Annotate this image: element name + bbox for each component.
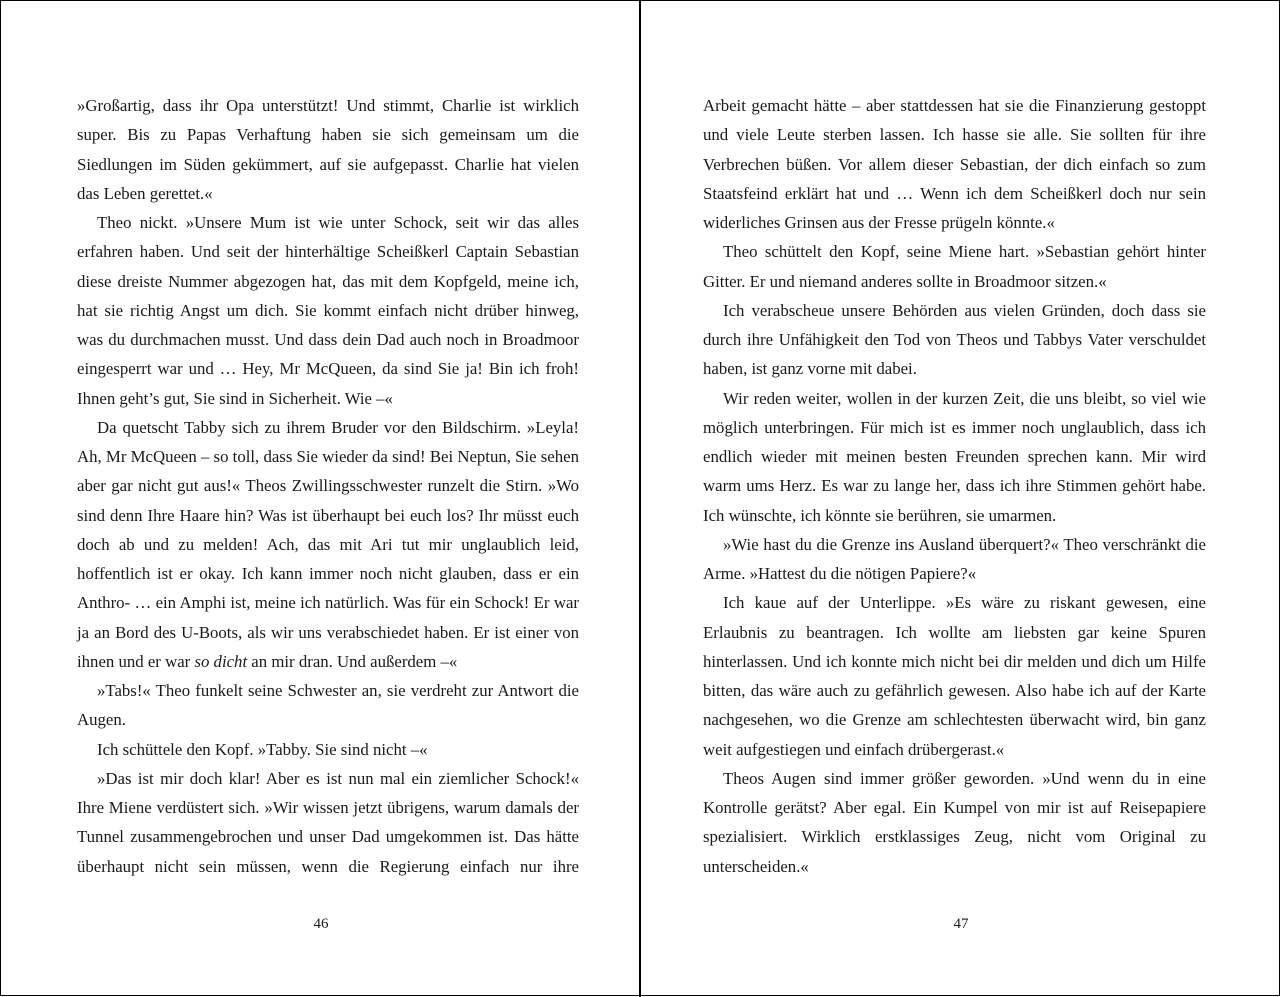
paragraph: »Wie hast du die Grenze ins Ausland überquert?« Theo verschränkt die Arme. »Hattest du die nötigen Papiere?« bbox=[703, 534, 1206, 583]
paragraph: Ich verabscheue unsere Behörden aus vielen Gründen, doch dass sie durch ihre Unfähigkeit den Tod von Theos und Tabbys Vater verschuldet haben, ist ganz vorne mit dabei. bbox=[703, 300, 1206, 379]
page-number: 46 bbox=[313, 916, 329, 932]
right-page-body bbox=[703, 91, 1206, 881]
paragraph: Theo schüttelt den Kopf, seine Miene hart. »Sebastian gehört hinter Gitter. Er und niemand anderes sollte in Broadmoor sitzen.« bbox=[703, 242, 1206, 291]
paragraph: »Großartig, dass ihr Opa unterstützt! Und stimmt, Charlie ist wirklich super. Bis zu Papas Verhaftung haben sie sich gemeinsam um die Siedlungen im Süden gekümmert, auf sie aufgepasst. Charlie hat vielen das Leben gerettet.« bbox=[77, 96, 579, 203]
paragraph: »Tabs!« Theo funkelt seine Schwester an, sie verdreht zur Antwort die Augen. bbox=[77, 681, 579, 730]
paragraph bbox=[77, 413, 579, 676]
paragraph-text-tail: an mir dran. Und außerdem –« bbox=[247, 651, 458, 671]
paragraph: »Das ist mir doch klar! Aber es ist nun mal ein ziemlicher Schock!« Ihre Miene verdüstert sich. »Wir wissen jetzt übrigens, warum damals der Tunnel zusammengebrochen und unser Dad umgekommen ist. Das hätte überhaupt nicht sein müssen, wenn die Regierung einfach nur ihre bbox=[77, 768, 579, 876]
paragraph: Wir reden weiter, wollen in der kurzen Zeit, die uns bleibt, so viel wie möglich unterbringen. Für mich ist es immer noch unglaublich, dass ich endlich wieder mit meinen besten Freunden sprechen kann. Mir wird warm ums Herz. Es war zu lange her, dass ich ihre Stimmen gehört habe. Ich wünschte, ich könnte sie berühren, sie umarmen. bbox=[703, 388, 1206, 525]
paragraph: Theos Augen sind immer größer geworden. »Und wenn du in eine Kontrolle gerätst? Aber egal. Ein Kumpel von mir ist auf Reisepapiere spezialisiert. Wirklich erstklassiges Zeug, nicht vom Original zu unterscheiden.« bbox=[703, 768, 1206, 876]
page-number: 47 bbox=[953, 916, 969, 932]
left-page bbox=[1, 1, 639, 997]
paragraph-text: Da quetscht Tabby sich zu ihrem Bruder vor den Bildschirm. »Leyla! Ah, Mr McQueen – so toll, dass Sie wieder da sind! Bei Neptun, Sie sehen aber gar nicht gut aus!« Theos Zwillingsschwester runzelt die Stirn. »Wo sind denn Ihre Haare hin? Was ist überhaupt bei euch los? Ihr müsst euch doch ab und zu melden! Ach, das mit Ari tut mir unglaublich leid, hoffentlich ist er okay. Ich kann immer noch nicht glauben, dass er ein Anthro- … ein Amphi ist, meine ich natürlich. Was für ein Schock! Er war ja an Bord des U-Boots, als wir uns verabschiedet haben. Er ist einer von ihnen und er war bbox=[77, 417, 579, 671]
paragraph: Arbeit gemacht hätte – aber stattdessen hat sie die Finanzierung gestoppt und viele Leute sterben lassen. Ich hasse sie alle. Sie sollten für ihre Verbrechen büßen. Vor allem dieser Sebastian, der dich einfach so zum Staatsfeind erklärt hat und … Wenn ich dem Scheißkerl doch nur sein widerliches Grinsen aus der Fresse prügeln könnte.« bbox=[703, 96, 1206, 232]
paragraph: Theo nickt. »Unsere Mum ist wie unter Schock, seit wir das alles erfahren haben. Und seit der hinterhältige Scheißkerl Captain Sebastian diese dreiste Nummer abgezogen hat, das mit dem Kopfgeld, meine ich, hat sie richtig Angst um dich. Sie kommt einfach nicht drüber hinweg, was du durchmachen musst. Und dass dein Dad auch noch in Broadmoor eingesperrt war und … Hey, Mr McQueen, da sind Sie ja! Bin ich froh! Ihnen geht’s gut, Sie sind in Sicherheit. Wie –« bbox=[77, 213, 579, 408]
italic-emphasis: so dicht bbox=[194, 651, 248, 671]
paragraph: Ich schüttele den Kopf. »Tabby. Sie sind nicht –« bbox=[97, 739, 428, 759]
left-page-body bbox=[77, 91, 579, 881]
right-page bbox=[641, 1, 1280, 997]
paragraph: Ich kaue auf der Unterlippe. »Es wäre zu riskant gewesen, eine Erlaubnis zu beantragen. Ich wollte am liebsten gar keine Spuren hinterlassen. Und ich konnte mich nicht bei dir melden und dich um Hilfe bitten, das wäre auch zu gefährlich gewesen. Also habe ich auf der Karte nachgesehen, wo die Grenze am schlechtesten überwacht wird, bin ganz weit aufgestiegen und einfach drübergerast.« bbox=[703, 593, 1206, 759]
